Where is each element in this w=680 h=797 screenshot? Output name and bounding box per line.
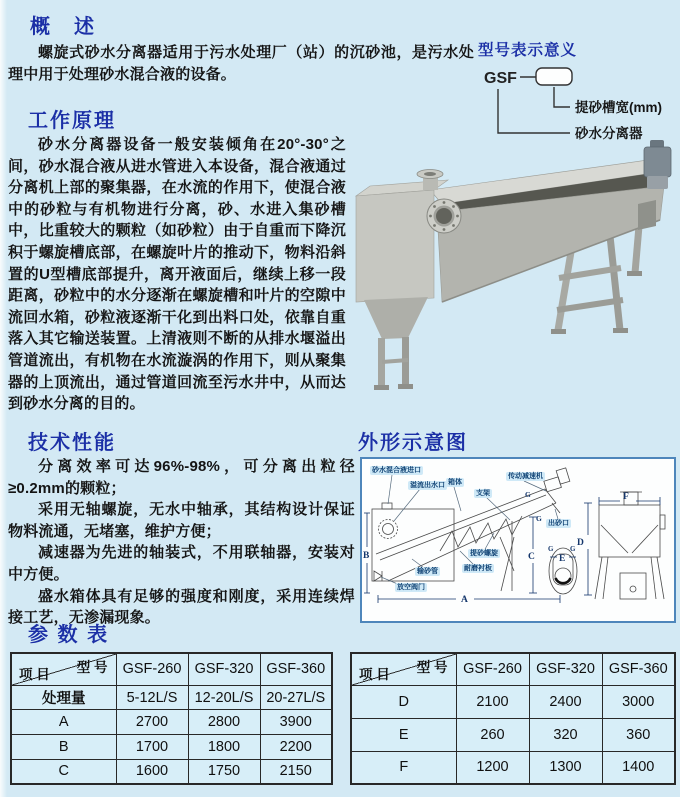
product-photo (338, 140, 680, 430)
cell: 1400 (602, 751, 675, 784)
cell: 2800 (188, 710, 260, 735)
parameter-tables (10, 652, 676, 785)
row-label: A (11, 710, 116, 735)
technical-list (8, 456, 355, 629)
table-row (351, 751, 675, 784)
label-tank-body: 箱体 (448, 479, 462, 486)
cell: 260 (456, 718, 529, 751)
table-row (351, 685, 675, 718)
table-row (351, 718, 675, 751)
technical-item: 减速器为先进的轴装式，不用联轴器，安装对中方便。 (8, 544, 355, 583)
diagonal-header-cell (11, 653, 116, 685)
outline-drawing-box (360, 457, 676, 623)
params-heading: 参 数 表 (28, 624, 110, 646)
row-label: B (11, 735, 116, 760)
cell: 2150 (260, 759, 332, 784)
params-table-left (10, 652, 333, 785)
cell: 1300 (529, 751, 602, 784)
model-prefix: GSF (484, 70, 517, 87)
row-label: F (351, 751, 456, 784)
dim-C: C (528, 552, 535, 562)
technical-item: 分离效率可达96%-98%，可分离出粒径≥0.2mm的颗粒； (8, 458, 355, 497)
label-drain-valve: 放空阀门 (397, 584, 425, 591)
cell: 20-27L/S (260, 685, 332, 710)
dim-A: A (461, 595, 468, 605)
cell: 2200 (260, 735, 332, 760)
cell: 3900 (260, 710, 332, 735)
cell: 1800 (188, 735, 260, 760)
label-overflow: 溢流出水口 (410, 482, 445, 489)
row-label: 处理量 (11, 685, 116, 710)
overview-heading: 概 述 (30, 16, 96, 38)
legend-groove-width-label: 提砂槽宽(mm) (575, 100, 662, 115)
cell: 1200 (456, 751, 529, 784)
row-label: E (351, 718, 456, 751)
dim-G: G (570, 545, 576, 553)
corner-model: 型 号 (76, 660, 108, 675)
dim-E: E (559, 554, 566, 564)
outline-heading: 外形示意图 (358, 432, 468, 454)
principle-heading: 工作原理 (28, 110, 116, 132)
label-sand-outlet: 出砂口 (548, 520, 569, 527)
cell: 12-20L/S (188, 685, 260, 710)
corner-model: 型 号 (416, 660, 448, 675)
corner-item: 项 目 (359, 666, 390, 682)
table-row (11, 759, 332, 784)
cell: 320 (529, 718, 602, 751)
cell: 2400 (529, 685, 602, 718)
label-reducer: 传动减速机 (508, 473, 543, 480)
model-designation-legend (478, 38, 678, 151)
label-inlet: 砂水混合液进口 (372, 467, 421, 474)
model-header: GSF-360 (260, 653, 332, 685)
cell: 2700 (116, 710, 188, 735)
table-row (11, 685, 332, 710)
dim-G: G (525, 490, 531, 499)
cell: 360 (602, 718, 675, 751)
cell: 1700 (116, 735, 188, 760)
dim-G: G (548, 545, 554, 553)
cell: 1750 (188, 759, 260, 784)
diagonal-header-cell (351, 653, 456, 685)
table-row (11, 710, 332, 735)
overview-paragraph: 螺旋式砂水分离器适用于污水处理厂（站）的沉砂池，是污水处理中用于处理砂水混合液的设备。 (8, 44, 474, 83)
model-header: GSF-260 (456, 653, 529, 685)
cell: 3000 (602, 685, 675, 718)
label-support: 支架 (476, 490, 490, 497)
technical-heading: 技术性能 (28, 432, 116, 454)
model-code-diagram (478, 60, 676, 146)
label-sand-screw: 提砂螺旋 (470, 550, 498, 557)
row-label: D (351, 685, 456, 718)
cell: 5-12L/S (116, 685, 188, 710)
dim-B: B (363, 551, 370, 561)
model-width-box (536, 68, 572, 85)
params-table-right (350, 652, 676, 785)
principle-paragraph: 砂水分离器设备一般安装倾角在20°-30°之间，砂水混合液从进水管进入本设备，混合液通过分离机上部的聚集器，在水流的作用下，使混合液中的砂粒与有机物进行分离，砂、水进入集砂槽中，比重较大的颗粒（如砂粒）由于自重而下降沉积于螺旋槽底部，在螺旋叶片的推动下，物料沿斜置的U型槽底部提升，离开液面后，继续上移一段距离，砂粒中的水分逐渐在螺旋槽和叶片的空隙中流回水箱，砂粒液逐渐干化到出料口处，依靠自重落入其它输送装置。上清液则不断的从排水堰溢出管道流出，有机物在水流漩涡的作用下，则从聚集器的上顶流出，通过管道回流至污水井中，从而达到砂水分离的目的。 (8, 136, 346, 413)
label-wear-liner: 耐磨衬板 (464, 565, 492, 572)
technical-item: 盛水箱体具有足够的强度和刚度，采用连续焊接工艺，无渗漏现象。 (8, 587, 355, 627)
model-legend-heading: 型号表示意义 (478, 42, 578, 59)
dim-G: G (536, 514, 542, 523)
table-row (11, 735, 332, 760)
dim-D: D (577, 538, 584, 548)
cell: 2100 (456, 685, 529, 718)
dim-F: F (623, 492, 629, 502)
model-header: GSF-320 (188, 653, 260, 685)
model-header: GSF-360 (602, 653, 675, 685)
row-label: C (11, 759, 116, 784)
technical-item: 采用无轴螺旋，无水中轴承，其结构设计保证物料流通，无堵塞，维护方便； (8, 501, 355, 540)
model-header: GSF-260 (116, 653, 188, 685)
label-sand-pipe: 输砂管 (417, 568, 438, 575)
corner-item: 项 目 (19, 666, 50, 682)
cell: 1600 (116, 759, 188, 784)
legend-device-label: 砂水分离器 (575, 126, 643, 141)
model-header: GSF-320 (529, 653, 602, 685)
